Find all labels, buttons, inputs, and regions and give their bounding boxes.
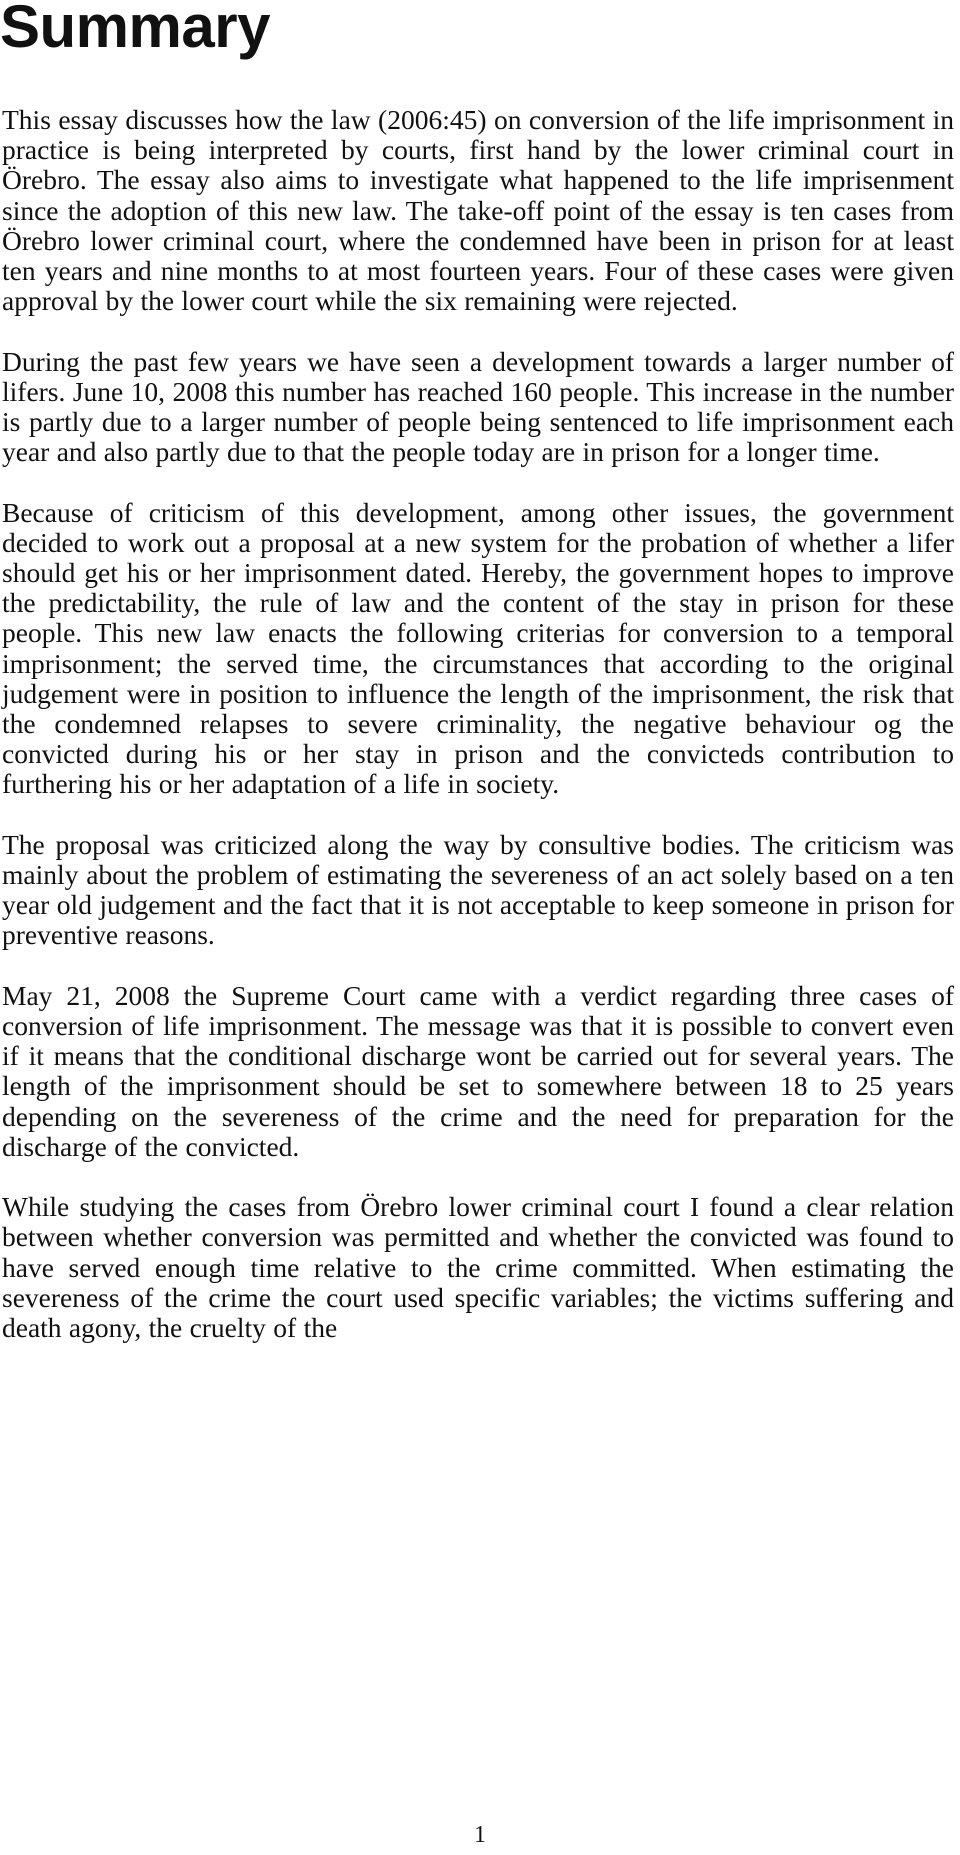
paragraph-6: While studying the cases from Örebro lower criminal court I found a clear relation between whether conversion was permitted and whether the convicted was found to have served enough time relative to the crime committed. When estimating the severeness of the crime the court used specific variables; the victims suffering and death agony, the cruelty of the xyxy=(2,1191,954,1344)
paragraph-5: May 21, 2008 the Supreme Court came with a verdict regarding three cases of conversion of life imprisonment. The message was that it is possible to convert even if it means that the conditional discharge wont be carried out for several years. The length of the imprisonment should be set to somewhere between 18 to 25 years depending on the severeness of the crime and the need for preparation for the discharge of the convicted. xyxy=(2,979,954,1162)
paragraph-2: During the past few years we have seen a development towards a larger number of lifers. June 10, 2008 this number has reached 160 people. This increase in the number is partly due to a larger number of people being sentenced to life imprisonment each year and also partly due to that the people today are in prison for a longer time. xyxy=(2,345,954,468)
paragraph-1: This essay discusses how the law (2006:45) on conversion of the life imprisonment in practice is being interpreted by courts, first hand by the lower criminal court in Örebro. The essay also aims to investigate what happened to the life imprisenment since the adoption of this new law. The take-off point of the essay is ten cases from Örebro lower criminal court, where the condemned have been in prison for at least ten years and nine months to at most fourteen years. Four of these cases were given approval by the lower court while the six remaining were rejected. xyxy=(2,104,954,317)
document-body xyxy=(2,105,954,1373)
page-number: 1 xyxy=(474,1822,486,1848)
paragraph-3: Because of criticism of this development, among other issues, the government decided to work out a proposal at a new system for the probation of whether a lifer should get his or her imprisonment dated. Hereby, the government hopes to improve the predictability, the rule of law and the content of the stay in prison for these people. This new law enacts the following criterias for conversion to a temporal imprisonment; the served time, the circumstances that according to the original judgement were in position to influence the length of the imprisonment, the risk that the condemned relapses to severe criminality, the negative behaviour og the convicted during his or her stay in prison and the convicteds contribution to furthering his or her adaptation of a life in society. xyxy=(2,496,954,800)
page-title: Summary xyxy=(0,0,270,60)
paragraph-4: The proposal was criticized along the way by consultive bodies. The criticism was mainly about the problem of estimating the severeness of an act solely based on a ten year old judgement and the fact that it is not acceptable to keep someone in prison for preventive reasons. xyxy=(2,828,954,951)
